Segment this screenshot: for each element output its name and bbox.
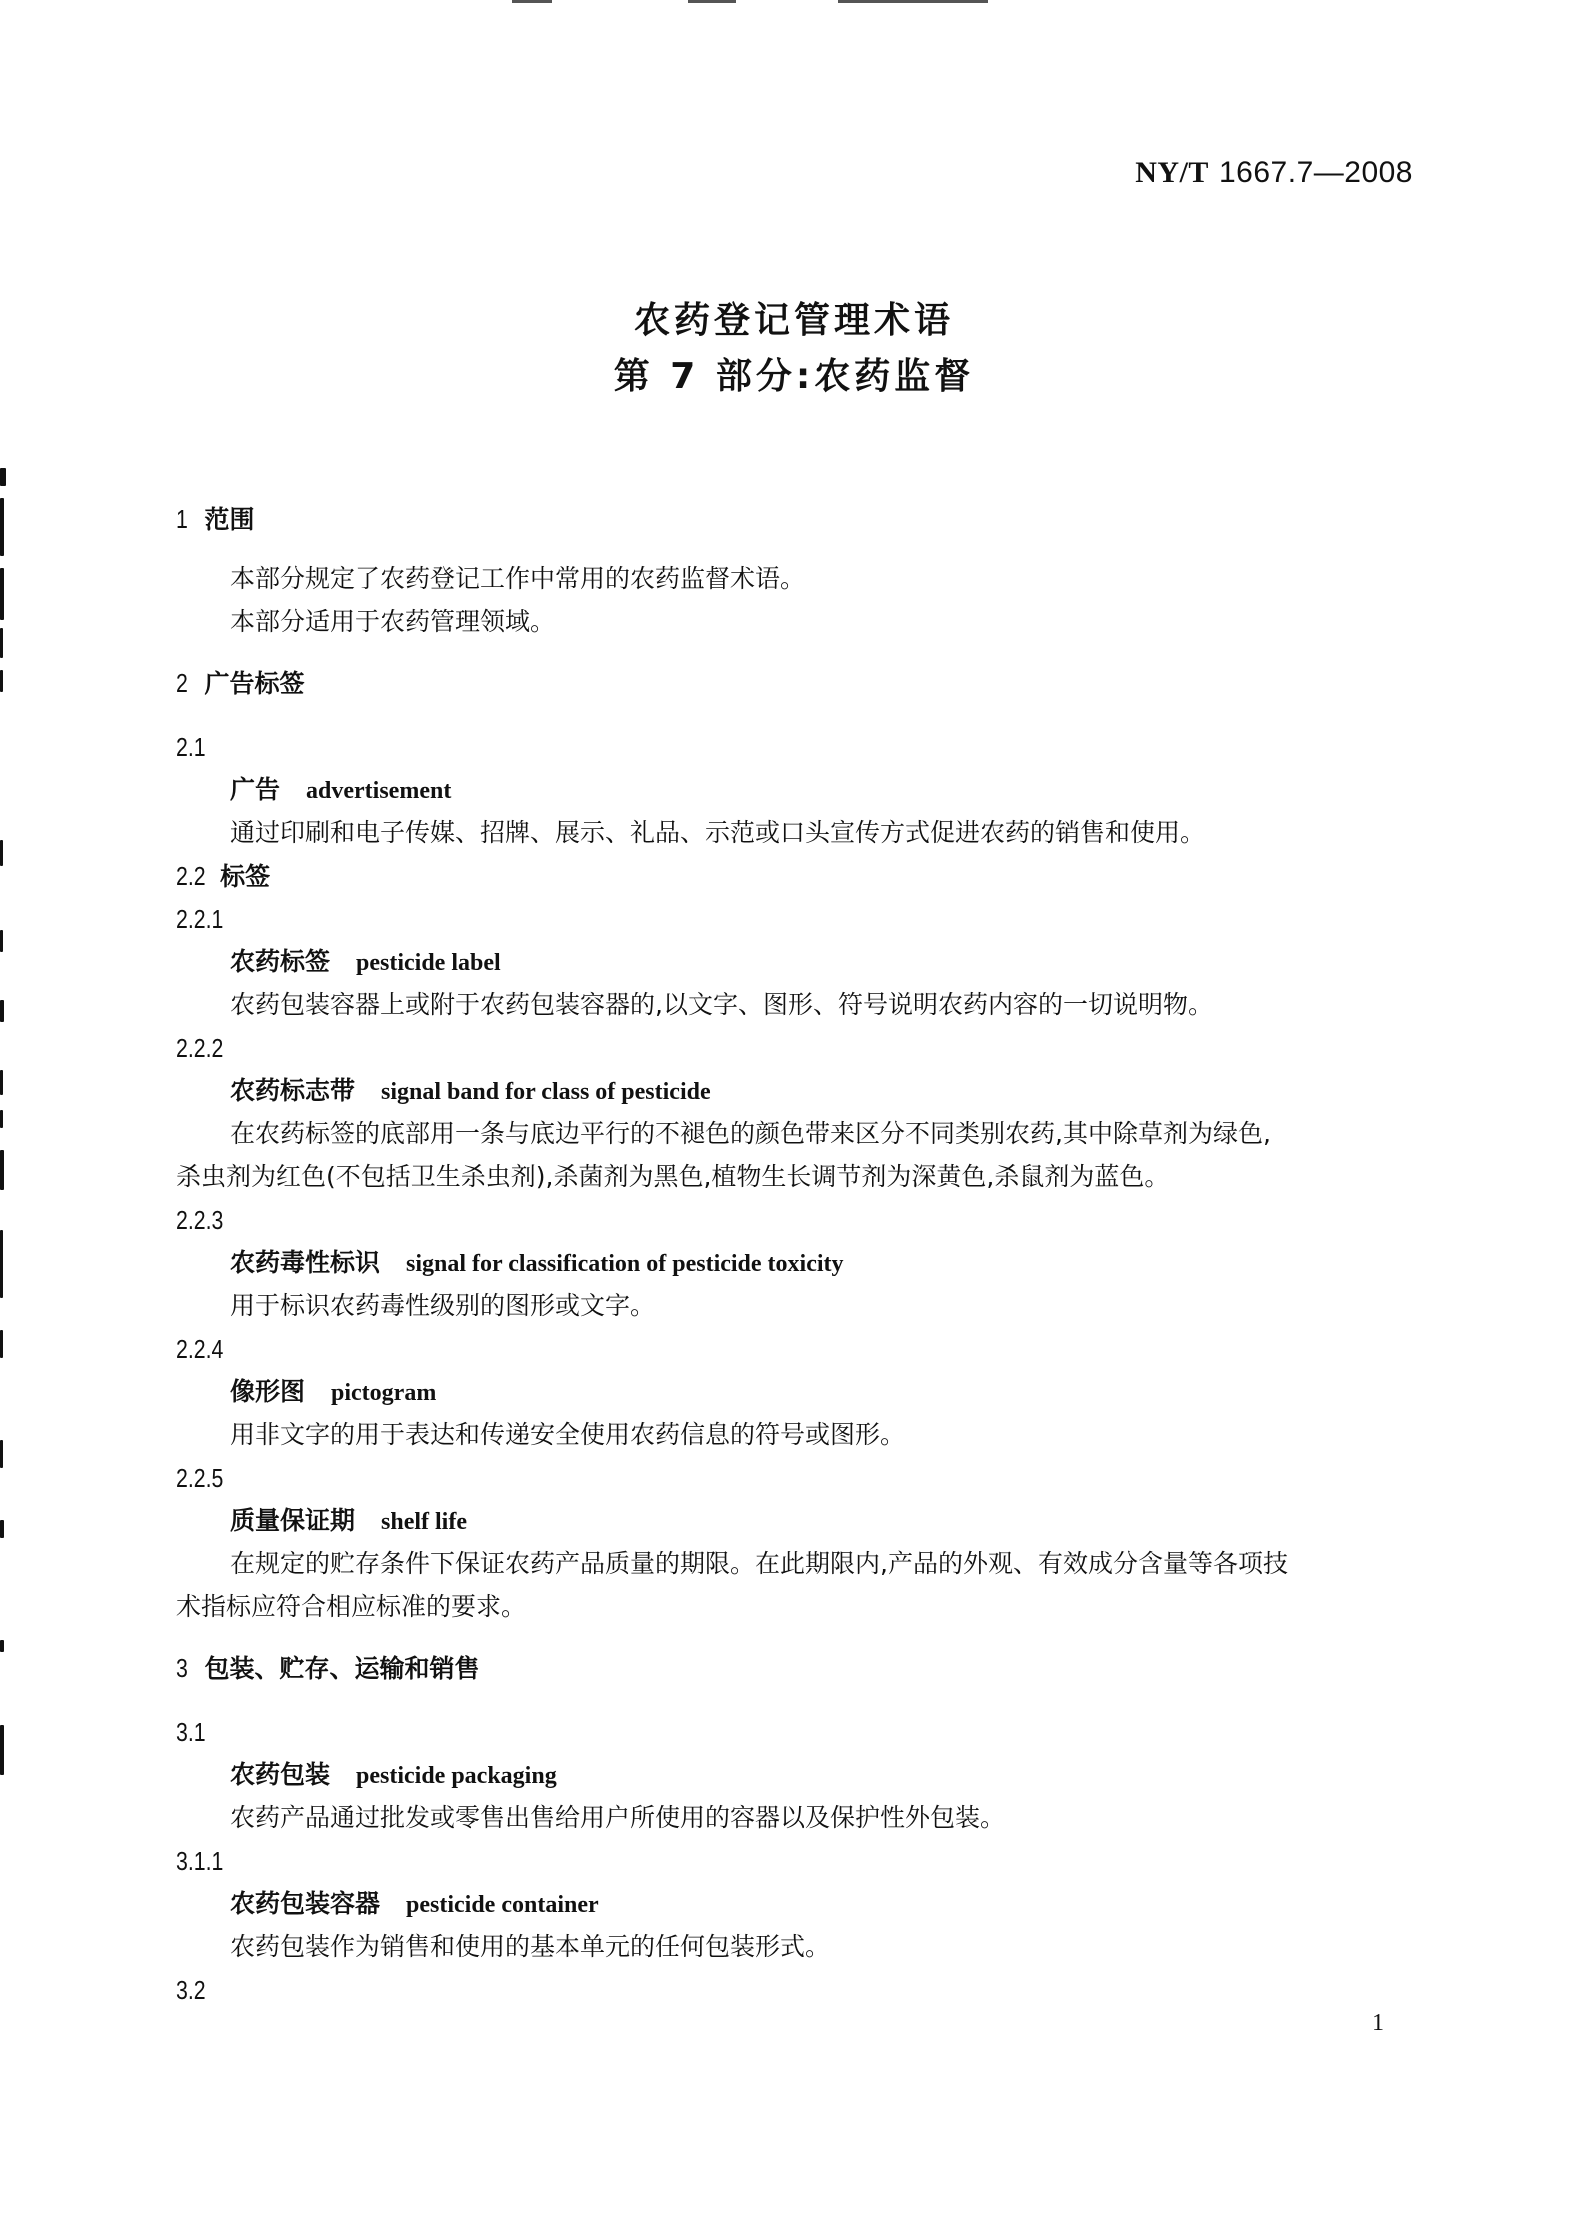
binding-artifact — [0, 468, 6, 486]
clause-number-text: 2.2.3 — [176, 1205, 224, 1235]
term-definition-continued: 术指标应符合相应标准的要求。 — [176, 1592, 527, 1621]
clause-number-text: 2.2.1 — [176, 904, 224, 934]
clause-number — [176, 902, 234, 937]
paragraph: 本部分规定了农药登记工作中常用的农药监督术语。 — [230, 564, 806, 593]
clause-number-text: 3.1 — [176, 1717, 206, 1747]
term-entry — [230, 1887, 599, 1922]
term-english: advertisement — [306, 778, 452, 804]
binding-artifact — [0, 1000, 4, 1022]
term-entry — [230, 1504, 467, 1539]
term-definition: 农药包装作为销售和使用的基本单元的任何包装形式。 — [230, 1932, 831, 1961]
term-entry — [230, 1758, 557, 1793]
section-number: 3 — [176, 1653, 188, 1683]
term-english: pesticide label — [356, 950, 501, 976]
binding-artifact — [0, 1110, 3, 1128]
term-english: pesticide container — [406, 1892, 599, 1918]
binding-artifact — [0, 1640, 4, 1652]
binding-artifact — [0, 840, 3, 866]
binding-artifact — [0, 1070, 3, 1095]
section-title: 包装、贮存、运输和销售 — [204, 1654, 480, 1683]
clause-number — [176, 1844, 234, 1879]
term-definition: 在规定的贮存条件下保证农药产品质量的期限。在此期限内,产品的外观、有效成分含量等各项技 — [230, 1549, 1288, 1578]
standard-prefix: NY/T — [1135, 156, 1209, 189]
binding-artifact — [0, 670, 3, 692]
section-title: 广告标签 — [204, 669, 305, 698]
clause-number-text: 2.2 — [176, 861, 206, 891]
term-definition-continued: 杀虫剂为红色(不包括卫生杀虫剂),杀菌剂为黑色,植物生长调节剂为深黄色,杀鼠剂为蓝色。 — [176, 1162, 1170, 1191]
section-title: 范围 — [204, 505, 255, 534]
clause-number — [176, 1973, 212, 2008]
term-definition: 在农药标签的底部用一条与底边平行的不褪色的颜色带来区分不同类别农药,其中除草剂为绿色, — [230, 1119, 1271, 1148]
term-chinese: 农药包装 — [230, 1760, 331, 1789]
term-chinese: 农药标签 — [230, 947, 331, 976]
term-definition: 农药产品通过批发或零售出售给用户所使用的容器以及保护性外包装。 — [230, 1803, 1006, 1832]
term-chinese: 像形图 — [230, 1377, 306, 1406]
clause-heading — [176, 859, 270, 894]
term-chinese: 广告 — [230, 775, 281, 804]
binding-artifact — [0, 1440, 3, 1468]
section-heading-3 — [176, 1651, 479, 1686]
term-entry — [230, 773, 451, 808]
binding-artifact — [0, 1520, 4, 1538]
clause-number-text: 3.2 — [176, 1975, 206, 2005]
clause-number — [176, 1203, 234, 1238]
paragraph: 本部分适用于农药管理领域。 — [230, 607, 556, 636]
scan-artifact-top — [688, 0, 736, 3]
term-english: pesticide packaging — [356, 1763, 557, 1789]
scan-artifact-top — [512, 0, 552, 3]
term-entry — [230, 1375, 436, 1410]
term-english: shelf life — [381, 1509, 467, 1535]
document-title: 农药登记管理术语 — [633, 300, 954, 341]
binding-artifact — [0, 930, 3, 952]
term-entry — [230, 1246, 844, 1281]
clause-number — [176, 730, 212, 765]
clause-number — [176, 1715, 212, 1750]
section-number: 2 — [176, 668, 188, 698]
term-definition: 用非文字的用于表达和传递安全使用农药信息的符号或图形。 — [230, 1420, 906, 1449]
clause-number-text: 2.1 — [176, 732, 206, 762]
term-entry — [230, 945, 501, 980]
clause-number — [176, 1031, 234, 1066]
term-definition: 农药包装容器上或附于农药包装容器的,以文字、图形、符号说明农药内容的一切说明物。 — [230, 990, 1213, 1019]
document-subtitle: 第 7 部分:农药监督 — [613, 356, 975, 397]
section-number: 1 — [176, 504, 188, 534]
term-chinese: 农药标志带 — [230, 1076, 356, 1105]
term-english: signal band for class of pesticide — [381, 1079, 711, 1105]
standard-number — [1135, 155, 1413, 190]
clause-number — [176, 1332, 234, 1367]
binding-artifact — [0, 1230, 3, 1298]
binding-artifact — [0, 498, 4, 556]
binding-artifact — [0, 568, 4, 620]
binding-artifact — [0, 1330, 3, 1358]
clause-number-text: 2.2.4 — [176, 1334, 224, 1364]
binding-artifact — [0, 1150, 4, 1190]
scan-artifact-top — [838, 0, 988, 3]
term-chinese: 质量保证期 — [230, 1506, 356, 1535]
term-chinese: 农药毒性标识 — [230, 1248, 381, 1277]
binding-artifact — [0, 628, 3, 658]
clause-number-text: 2.2.2 — [176, 1033, 224, 1063]
page-number: 1 — [1372, 2010, 1384, 2036]
clause-number-text: 3.1.1 — [176, 1846, 224, 1876]
term-entry — [230, 1074, 711, 1109]
binding-artifact — [0, 1725, 4, 1775]
standard-code: 1667.7—2008 — [1219, 156, 1413, 189]
section-heading-2 — [176, 666, 304, 701]
term-definition: 用于标识农药毒性级别的图形或文字。 — [230, 1291, 656, 1320]
term-definition: 通过印刷和电子传媒、招牌、展示、礼品、示范或口头宣传方式促进农药的销售和使用。 — [230, 818, 1206, 847]
term-english: signal for classification of pesticide toxicity — [406, 1251, 844, 1277]
clause-number — [176, 1461, 234, 1496]
clause-title: 标签 — [220, 862, 271, 891]
section-heading-1 — [176, 502, 254, 537]
term-english: pictogram — [331, 1380, 437, 1406]
term-chinese: 农药包装容器 — [230, 1889, 381, 1918]
clause-number-text: 2.2.5 — [176, 1463, 224, 1493]
